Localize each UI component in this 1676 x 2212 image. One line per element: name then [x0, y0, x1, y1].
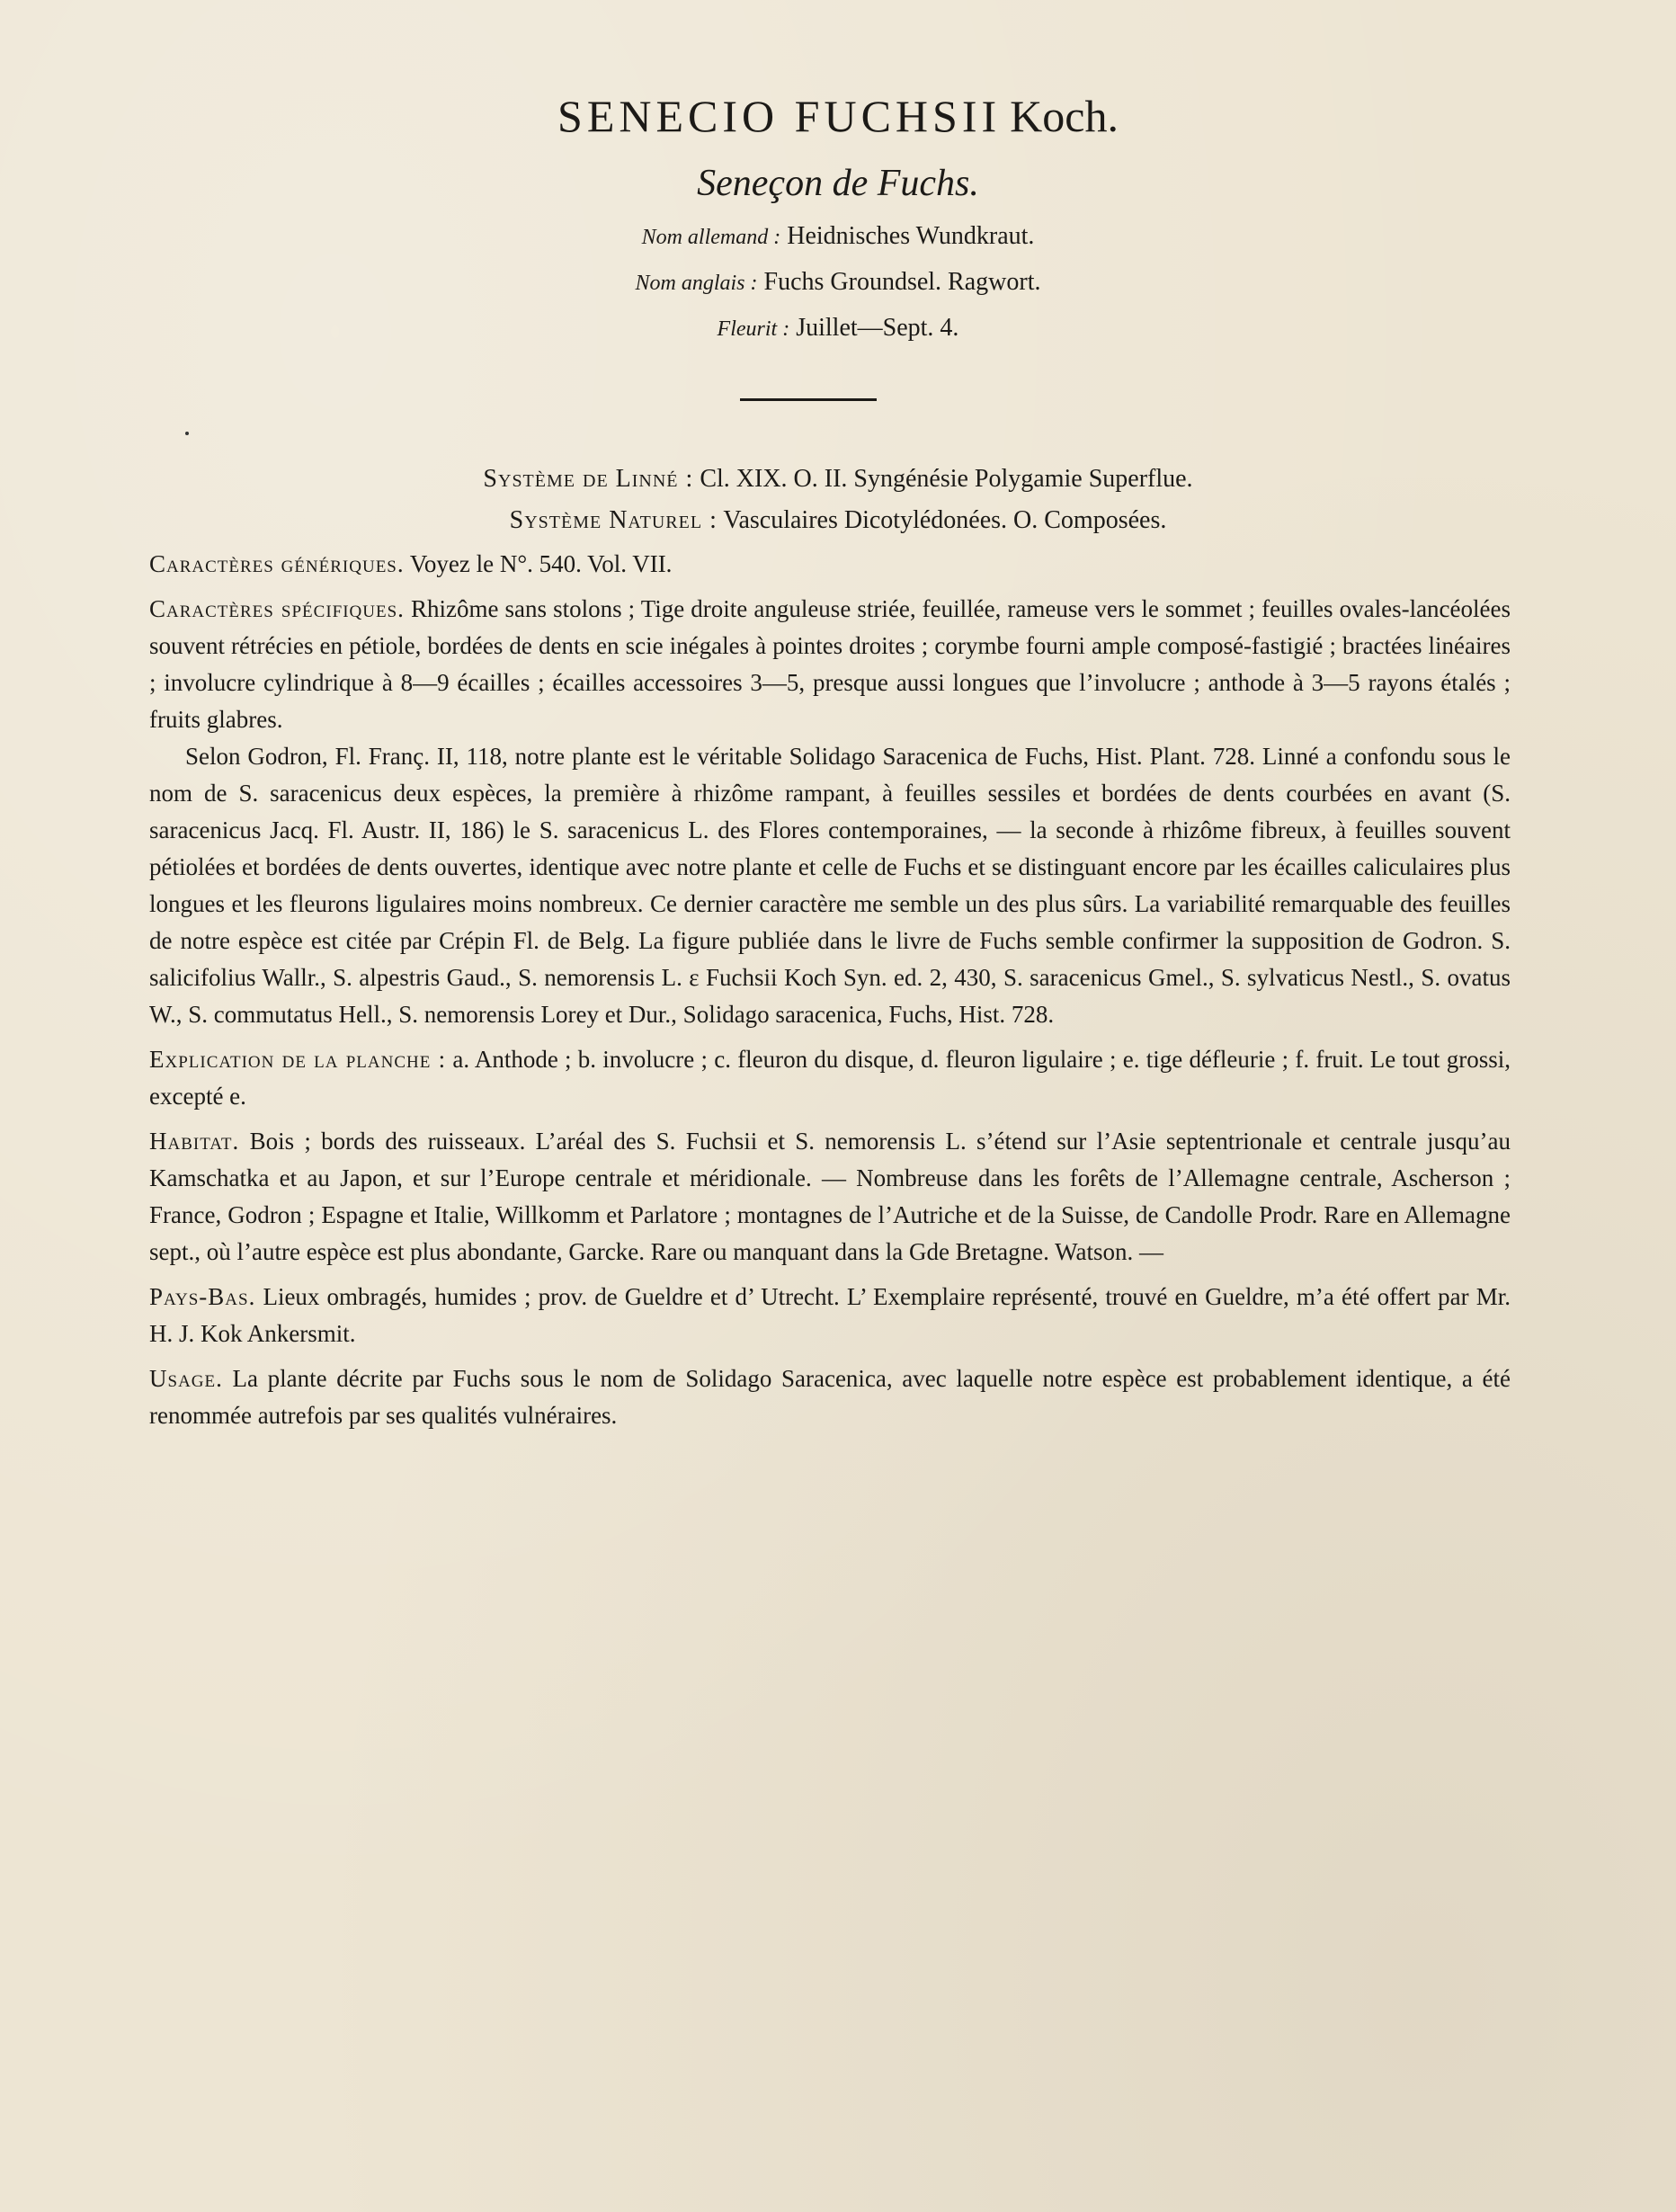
flowering-line [0, 306, 1676, 352]
netherlands-text: Lieux ombragés, humides ; prov. de Gueldre et d’ Utrecht. L’ Exemplaire représenté, trouvé en Gueldre, m’a été offert par Mr. H. J. Kok Ankersmit. [149, 1283, 1511, 1347]
habitat-text: Bois ; bords des ruisseaux. L’aréal des S. Fuchsii et S. nemorensis L. s’étend sur l’Asie septentrionale et centrale jusqu’au Kamschatka et au Japon, et sur l’Europe centrale et méridionale. — Nombreuse dans les forêts de l’Allemagne centrale, Ascherson ; France, Godron ; Espagne et Italie, Willkomm et Parlatore ; montagnes de l’Autriche et de la Suisse, de Candolle Prodr. Rare en Allemagne sept., où l’autre espèce est plus abondante, Garcke. Rare ou manquant dans la Gde Bretagne. Watson. — [149, 1128, 1511, 1265]
natural-system-label: Système Naturel : [509, 506, 718, 534]
common-name-french: Seneçon de Fuchs. [697, 163, 979, 204]
synonymy-paragraph: Selon Godron, Fl. Franç. II, 118, notre plante est le véritable Solidago Saracenica de Fuchs, Hist. Plant. 728. Linné a confondu sous le nom de S. saracenicus deux espèces, la première à rhizôme rampant, à feuilles sessiles et bordées de dents courbées en avant (S. saracenicus Jacq. Fl. Austr. II, 186) le S. saracenicus L. des Flores contemporaines, — la seconde à rhizôme fibreux, à feuilles souvent pétiolées et bordées de dents ouvertes, identique avec notre plante et celle de Fuchs et se distinguant encore par les écailles caliculaires plus longues et les fleurons ligulaires moins nombreux. Ce dernier caractère me semble un des plus sûrs. La variabilité remarquable des feuilles de notre espèce est citée par Crépin Fl. de Belg. La figure publiée dans le livre de Fuchs semble confirmer la supposition de Godron. S. salicifolius Wallr., S. alpestris Gaud., S. nemorensis L. ε Fuchsii Koch Syn. ed. 2, 430, S. saracenicus Gmel., S. sylvaticus Nestl., S. ovatus W., S. commutatus Hell., S. nemorensis Lorey et Dur., Solidago saracenica, Fuchs, Hist. 728. [149, 743, 1511, 1028]
description-body [149, 546, 1511, 1442]
habitat-paragraph [149, 1123, 1511, 1271]
german-name-line [0, 214, 1676, 260]
english-name-label: Nom anglais : [635, 272, 758, 295]
species-title [0, 90, 1676, 142]
linne-system-value: Cl. XIX. O. II. Syngénésie Polygamie Superflue. [700, 465, 1193, 493]
usage-paragraph [149, 1360, 1511, 1434]
ink-speck [185, 432, 189, 435]
divider-rule [740, 398, 877, 401]
plate-explanation-label: Explication de la planche : [149, 1046, 447, 1073]
classification-systems [0, 459, 1676, 541]
specific-characters-paragraph [149, 591, 1511, 738]
generic-characters-text: Voyez le N°. 540. Vol. VII. [409, 550, 673, 577]
generic-characters-label: Caractères génériques. [149, 550, 405, 577]
natural-system-line [0, 500, 1676, 541]
linne-system-label: Système de Linné : [483, 465, 694, 493]
german-name-label: Nom allemand : [641, 226, 781, 249]
specific-characters-label: Caractères spécifiques. [149, 595, 405, 622]
specific-characters-text: Rhizôme sans stolons ; Tige droite anguleuse striée, feuillée, rameuse vers le sommet ; feuilles ovales-lancéolées souvent rétrécies en pétiole, bordées de dents en scie inégales à pointes droites ; corymbe fourni ample composé-fastigié ; bractées linéaires ; involucre cylindrique à 8—9 écailles ; écailles accessoires 3—5, presque aussi longues que l’involucre ; anthode à 3—5 rayons étalés ; fruits glabres. [149, 595, 1511, 733]
netherlands-paragraph [149, 1279, 1511, 1352]
english-name-line [0, 260, 1676, 306]
natural-system-value: Vasculaires Dicotylédonées. O. Composées. [723, 506, 1167, 534]
species-author: Koch. [1010, 91, 1119, 141]
habitat-label: Habitat. [149, 1128, 240, 1155]
plate-explanation-paragraph [149, 1041, 1511, 1115]
english-name-value: Fuchs Groundsel. Ragwort. [763, 268, 1041, 296]
netherlands-label: Pays-Bas. [149, 1283, 256, 1310]
german-name-value: Heidnisches Wundkraut. [787, 222, 1035, 250]
usage-text: La plante décrite par Fuchs sous le nom de Solidago Saracenica, avec laquelle notre espèce est probablement identique, a été renommée autrefois par ses qualités vulnéraires. [149, 1365, 1511, 1429]
plate-explanation-text: a. Anthode ; b. involucre ; c. fleuron du disque, d. fleuron ligulaire ; e. tige défleurie ; f. fruit. Le tout grossi, excepté e. [149, 1046, 1511, 1110]
usage-label: Usage. [149, 1365, 223, 1392]
vernacular-names [0, 214, 1676, 352]
linne-system-line [0, 459, 1676, 500]
flowering-label: Fleurit : [717, 317, 790, 341]
flowering-value: Juillet—Sept. 4. [796, 314, 959, 342]
generic-characters-paragraph [149, 546, 1511, 583]
species-name: SENECIO FUCHSII [557, 91, 1002, 141]
